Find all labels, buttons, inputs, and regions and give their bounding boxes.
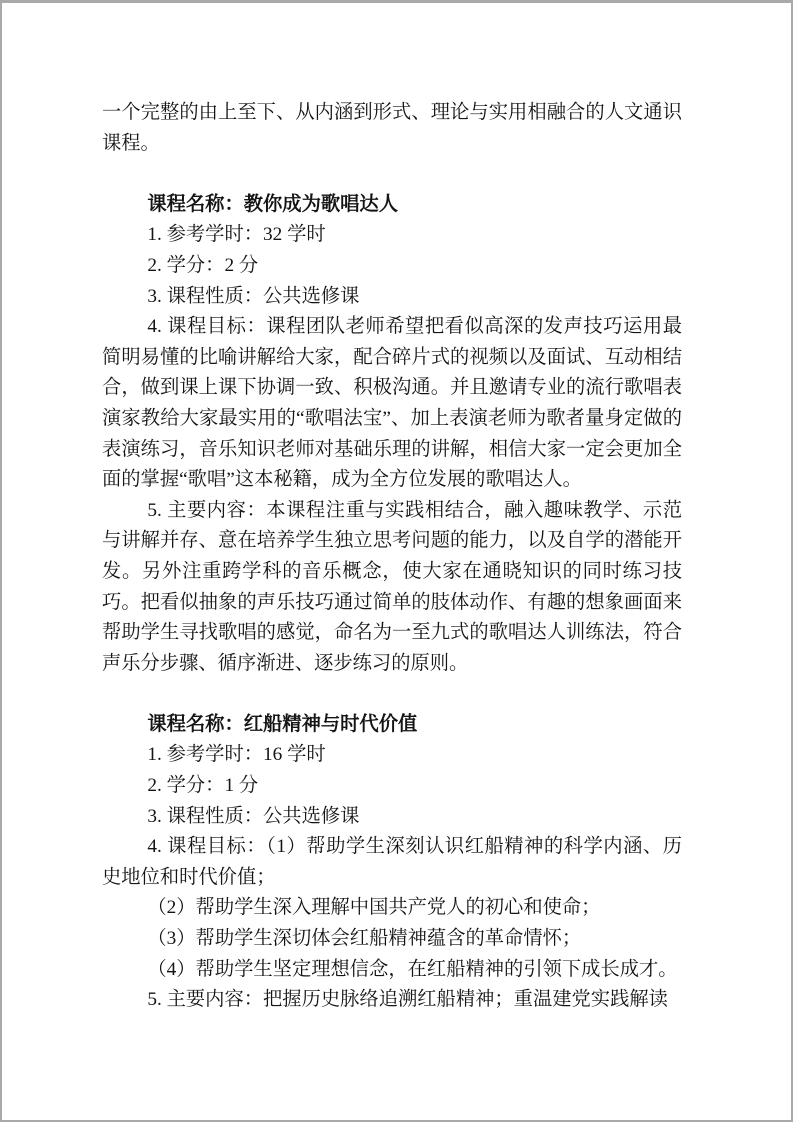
course-1-item-hours: 1. 参考学时：32 学时 (147, 224, 326, 246)
course-2-item-hours: 1. 参考学时：16 学时 (147, 744, 326, 766)
course-2-item-goal-3: （3）帮助学生深切体会红船精神蕴含的革命情怀； (147, 928, 582, 950)
course-2-item-goal-1: 4. 课程目标：（1）帮助学生深刻认识红船精神的科学内涵、历史地位和时代价值； (102, 836, 682, 888)
course-2-item-type: 3. 课程性质：公共选修课 (147, 805, 360, 827)
course-2-item-content: 5. 主要内容：把握历史脉络追溯红船精神；重温建党实践解读 (147, 989, 668, 1011)
course-1-item-credits: 2. 学分：2 分 (147, 254, 259, 276)
course-2-item-credits: 2. 学分：1 分 (147, 775, 259, 797)
course-1-item-type: 3. 课程性质：公共选修课 (147, 285, 360, 307)
course-1-item-content: 5. 主要内容：本课程注重与实践相结合，融入趣味教学、示范与讲解并存、意在培养学生独立思考问题的能力，以及自学的潜能开发。另外注重跨学科的音乐概念，使大家在通晓知识的同时练习技巧。把看似抽象的声乐技巧通过简单的肢体动作、有趣的想象画面来帮助学生寻找歌唱的感觉，命名为一至九式的歌唱达人训练法，符合声乐分步骤、循序渐进、逐步练习的原则。 (102, 499, 682, 674)
course-2-title: 课程名称：红船精神与时代价值 (147, 713, 418, 735)
course-2-item-goal-4: （4）帮助学生坚定理想信念，在红船精神的引领下成长成才。 (147, 958, 678, 980)
course-1-title: 课程名称：教你成为歌唱达人 (147, 193, 398, 215)
paragraph-continuation: 一个完整的由上至下、从内涵到形式、理论与实用相融合的人文通识课程。 (102, 102, 682, 154)
course-2-item-goal-2: （2）帮助学生深入理解中国共产党人的初心和使命； (147, 897, 601, 919)
course-1-item-goals: 4. 课程目标：课程团队老师希望把看似高深的发声技巧运用最简明易懂的比喻讲解给大家，配合碎片式的视频以及面试、互动相结合，做到课上课下协调一致、积极沟通。并且邀请专业的流行歌唱表演家教给大家最实用的“歌唱法宝”、加上表演老师为歌者量身定做的表演练习，音乐知识老师对基础乐理的讲解，相信大家一定会更加全面的掌握“歌唱”这本秘籍，成为全方位发展的歌唱达人。 (102, 316, 682, 491)
